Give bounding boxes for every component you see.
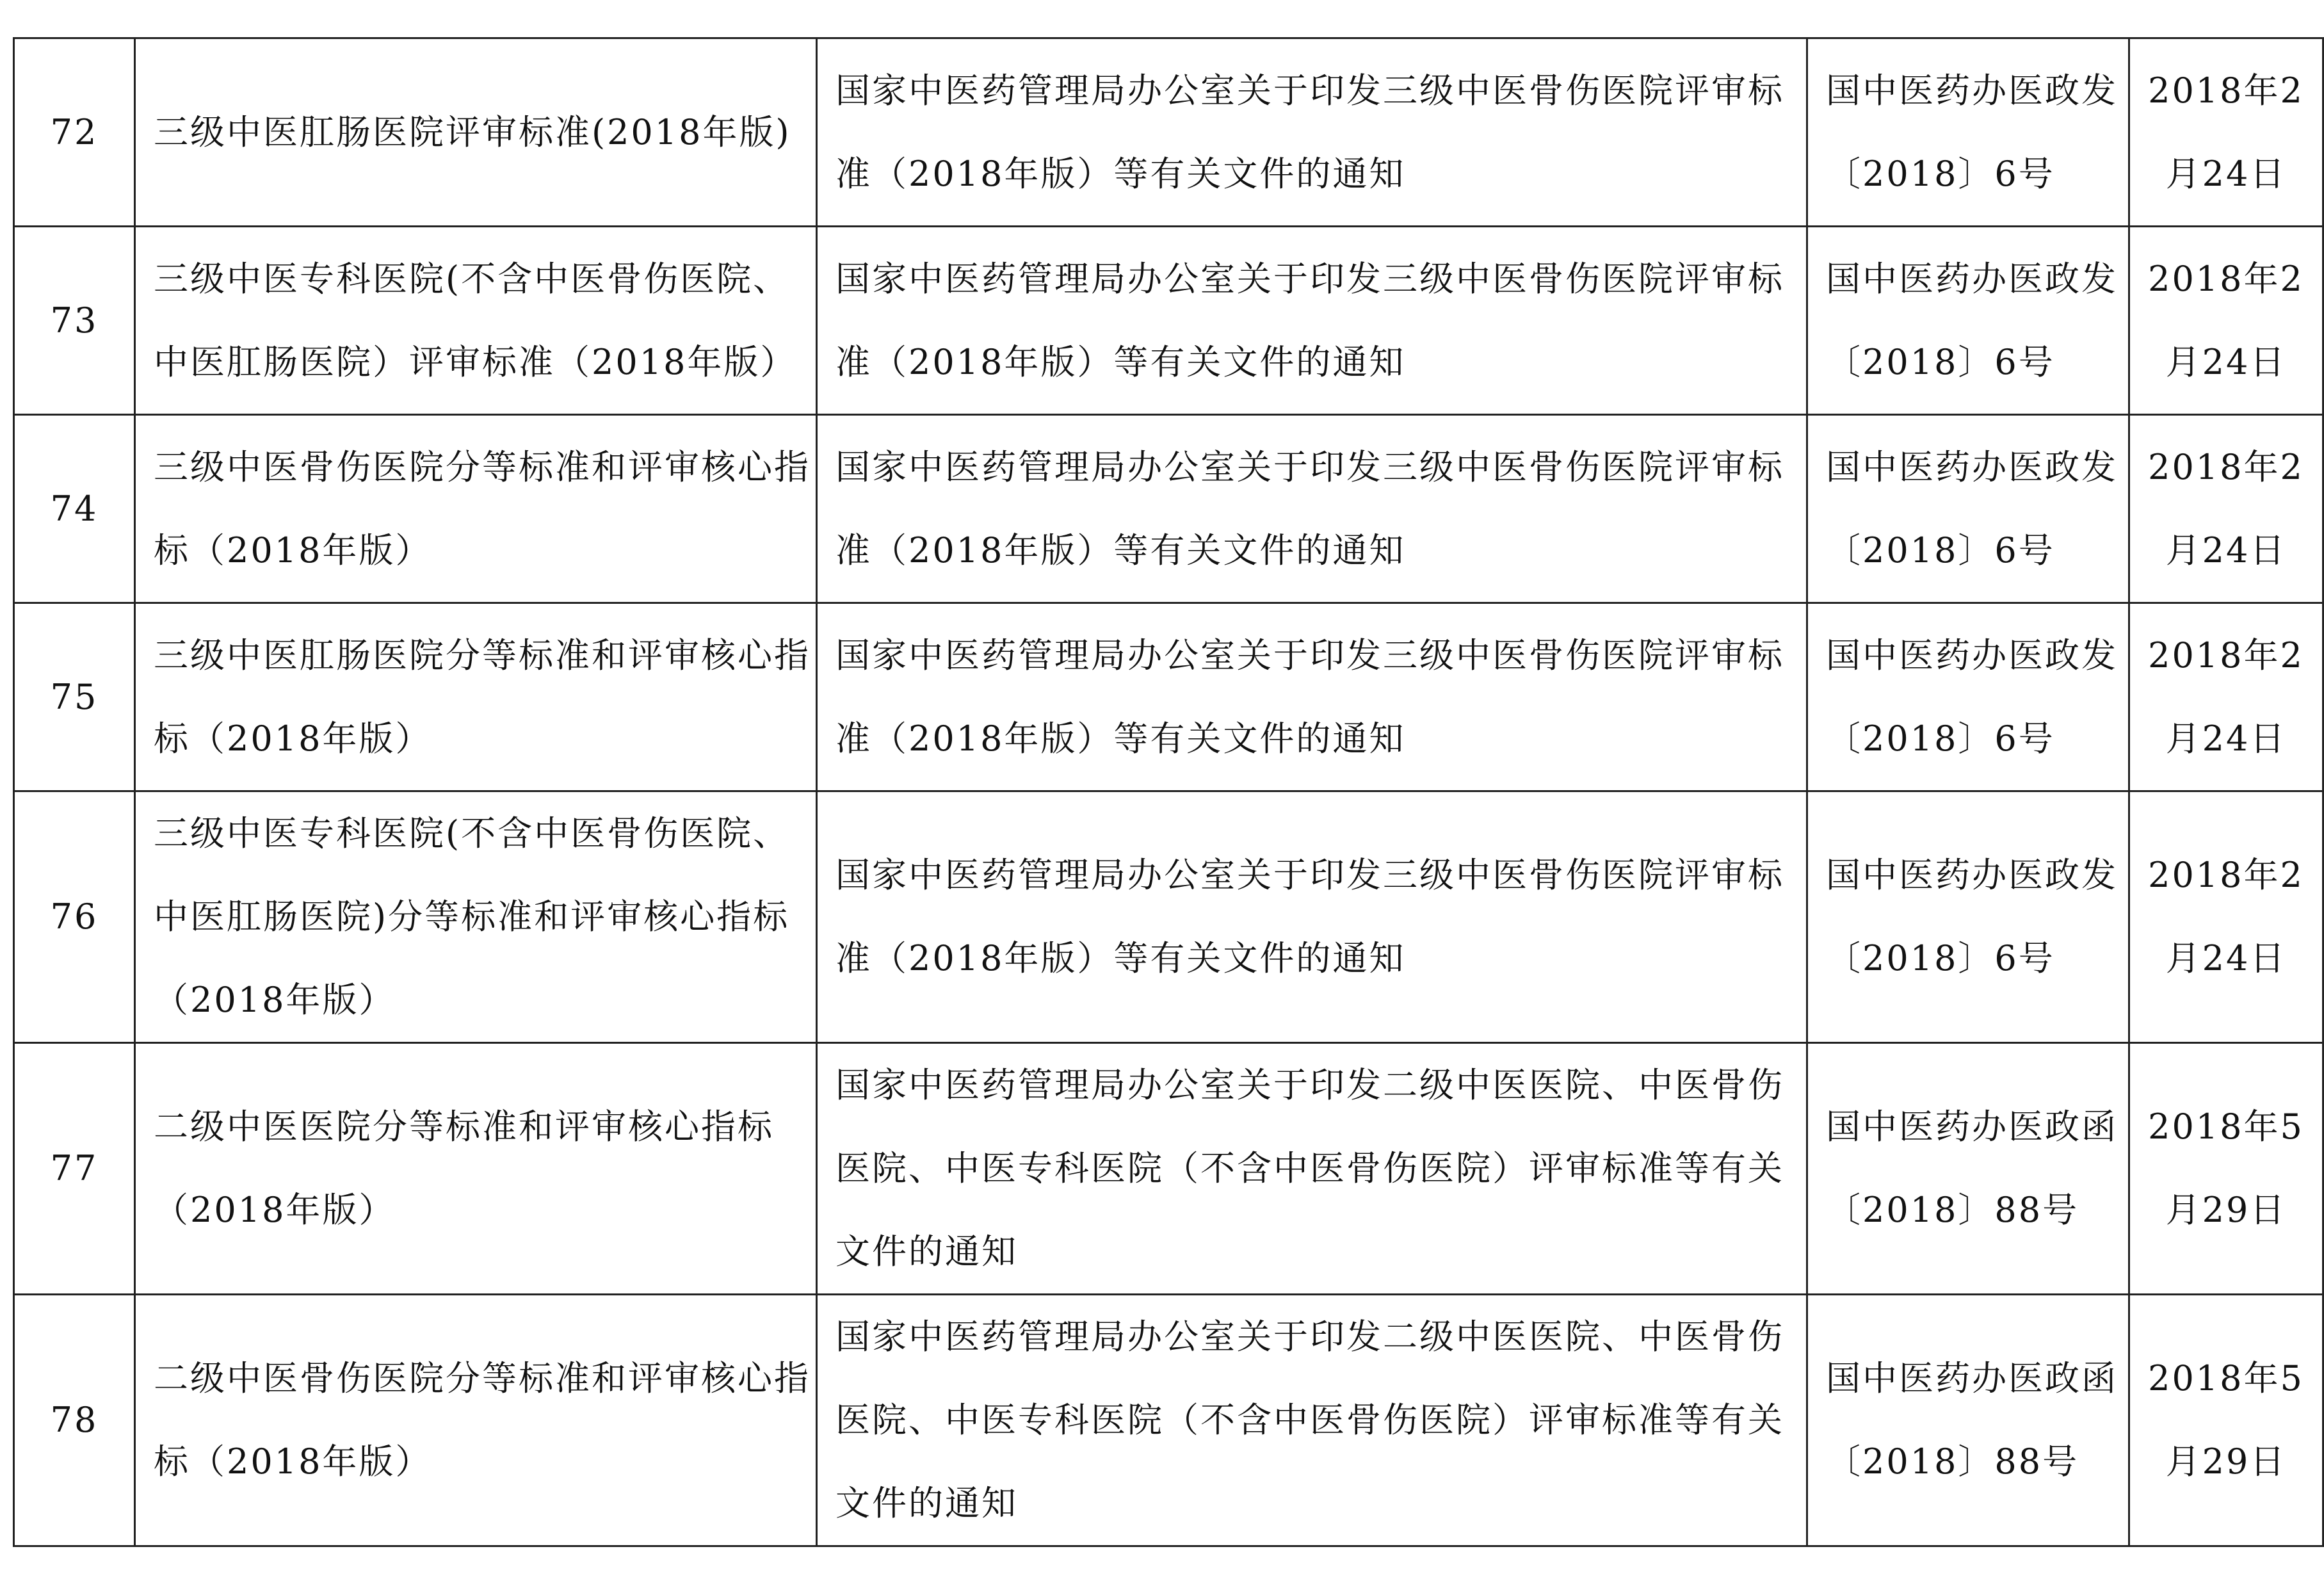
document-title: 三级中医肛肠医院分等标准和评审核心指标（2018年版） — [154, 635, 811, 759]
document-number-cell — [1807, 1043, 2129, 1295]
issue-date: 2018年2月24日 — [2148, 258, 2304, 382]
row-number-cell — [14, 1043, 135, 1295]
table-row — [14, 1043, 2323, 1295]
document-number: 国中医药办医政函〔2018〕88号 — [1826, 1106, 2118, 1230]
document-title-cell — [135, 38, 817, 227]
document-number: 国中医药办医政发〔2018〕6号 — [1826, 446, 2118, 571]
row-number: 77 — [50, 1148, 99, 1188]
issue-date-cell — [2129, 1295, 2323, 1546]
document-table — [13, 37, 2324, 1547]
issue-date-cell — [2129, 415, 2323, 603]
row-number: 72 — [50, 111, 99, 152]
row-number-cell — [14, 1295, 135, 1546]
document-title-cell — [135, 227, 817, 415]
document-number-cell — [1807, 227, 2129, 415]
document-title: 三级中医骨伤医院分等标准和评审核心指标（2018年版） — [154, 446, 811, 571]
issue-date-cell — [2129, 227, 2323, 415]
source-notice-cell — [817, 1295, 1807, 1546]
source-notice-cell — [817, 38, 1807, 227]
document-number: 国中医药办医政发〔2018〕6号 — [1826, 635, 2118, 759]
table-row — [14, 415, 2323, 603]
document-number: 国中医药办医政发〔2018〕6号 — [1826, 855, 2118, 978]
document-title: 二级中医医院分等标准和评审核心指标（2018年版） — [154, 1106, 774, 1230]
source-notice: 国家中医药管理局办公室关于印发三级中医骨伤医院评审标准（2018年版）等有关文件的通知 — [835, 446, 1784, 571]
source-notice: 国家中医药管理局办公室关于印发三级中医骨伤医院评审标准（2018年版）等有关文件的通知 — [835, 258, 1784, 382]
document-title: 三级中医肛肠医院评审标准(2018年版) — [154, 111, 791, 152]
row-number: 76 — [50, 896, 99, 937]
document-title: 三级中医专科医院(不含中医骨伤医院、中医肛肠医院)分等标准和评审核心指标（2018年版） — [154, 813, 790, 1020]
issue-date: 2018年2月24日 — [2148, 70, 2304, 194]
document-title-cell — [135, 1043, 817, 1295]
document-number: 国中医药办医政发〔2018〕6号 — [1826, 70, 2118, 194]
document-title-cell — [135, 415, 817, 603]
source-notice-cell — [817, 1043, 1807, 1295]
source-notice: 国家中医药管理局办公室关于印发二级中医医院、中医骨伤医院、中医专科医院（不含中医骨伤医院）评审标准等有关文件的通知 — [835, 1317, 1784, 1523]
row-number: 75 — [50, 676, 99, 717]
issue-date: 2018年2月24日 — [2148, 855, 2304, 978]
document-number-cell — [1807, 38, 2129, 227]
document-number-cell — [1807, 603, 2129, 791]
row-number: 78 — [50, 1400, 99, 1440]
issue-date-cell — [2129, 603, 2323, 791]
row-number: 74 — [50, 488, 99, 529]
document-title: 三级中医专科医院(不含中医骨伤医院、中医肛肠医院）评审标准（2018年版） — [154, 258, 797, 382]
document-title: 二级中医骨伤医院分等标准和评审核心指标（2018年版） — [154, 1358, 811, 1482]
issue-date: 2018年5月29日 — [2148, 1106, 2304, 1230]
source-notice-cell — [817, 415, 1807, 603]
row-number-cell — [14, 791, 135, 1043]
document-number-cell — [1807, 1295, 2129, 1546]
issue-date: 2018年2月24日 — [2148, 635, 2304, 759]
document-number-cell — [1807, 791, 2129, 1043]
source-notice: 国家中医药管理局办公室关于印发二级中医医院、中医骨伤医院、中医专科医院（不含中医骨伤医院）评审标准等有关文件的通知 — [835, 1065, 1784, 1272]
source-notice: 国家中医药管理局办公室关于印发三级中医骨伤医院评审标准（2018年版）等有关文件的通知 — [835, 635, 1784, 759]
source-notice-cell — [817, 791, 1807, 1043]
issue-date: 2018年5月29日 — [2148, 1358, 2304, 1482]
source-notice: 国家中医药管理局办公室关于印发三级中医骨伤医院评审标准（2018年版）等有关文件的通知 — [835, 70, 1784, 194]
document-number: 国中医药办医政函〔2018〕88号 — [1826, 1358, 2118, 1482]
row-number: 73 — [50, 300, 99, 341]
table-row — [14, 227, 2323, 415]
document-title-cell — [135, 791, 817, 1043]
table-row — [14, 603, 2323, 791]
document-title-cell — [135, 1295, 817, 1546]
issue-date-cell — [2129, 791, 2323, 1043]
document-number-cell — [1807, 415, 2129, 603]
source-notice-cell — [817, 603, 1807, 791]
row-number-cell — [14, 38, 135, 227]
issue-date-cell — [2129, 38, 2323, 227]
source-notice-cell — [817, 227, 1807, 415]
row-number-cell — [14, 415, 135, 603]
source-notice: 国家中医药管理局办公室关于印发三级中医骨伤医院评审标准（2018年版）等有关文件的通知 — [835, 855, 1784, 978]
table-row — [14, 1295, 2323, 1546]
issue-date-cell — [2129, 1043, 2323, 1295]
table-row — [14, 38, 2323, 227]
issue-date: 2018年2月24日 — [2148, 446, 2304, 571]
document-title-cell — [135, 603, 817, 791]
document-number: 国中医药办医政发〔2018〕6号 — [1826, 258, 2118, 382]
table-row — [14, 791, 2323, 1043]
row-number-cell — [14, 603, 135, 791]
row-number-cell — [14, 227, 135, 415]
table-body — [14, 38, 2323, 1546]
